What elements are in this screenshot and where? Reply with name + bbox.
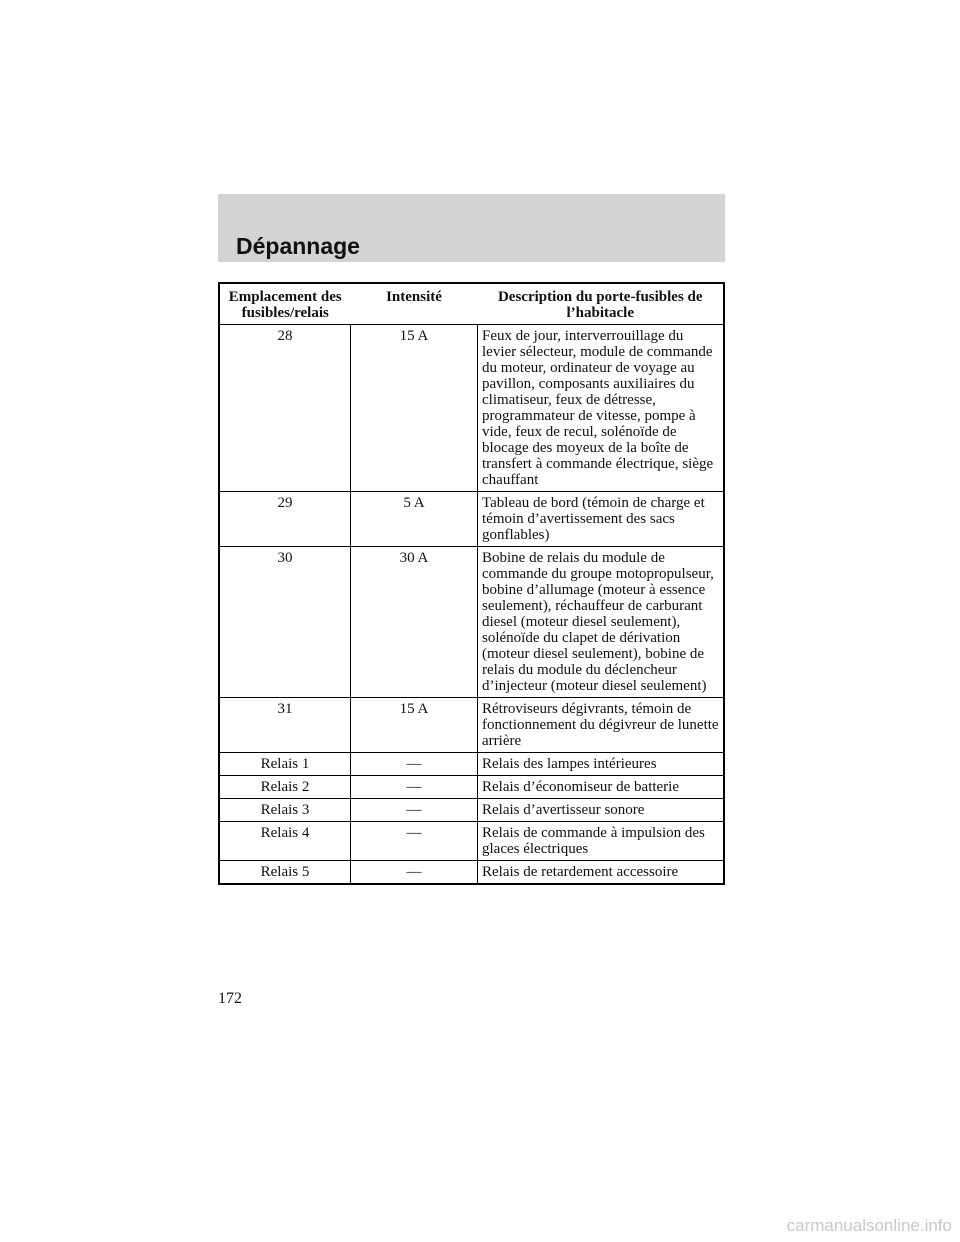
- table-row: [219, 698, 724, 753]
- cell-description: Tableau de bord (témoin de charge et témoin d’avertissement des sacs gonflables): [478, 492, 725, 547]
- table-row: [219, 547, 724, 698]
- cell-amperage: —: [351, 776, 478, 799]
- cell-location: 31: [219, 698, 351, 753]
- table-row: [219, 776, 724, 799]
- table-header-row: [219, 283, 724, 325]
- table-row: [219, 861, 724, 885]
- cell-description: Relais d’économiseur de batterie: [478, 776, 725, 799]
- cell-location: 30: [219, 547, 351, 698]
- section-header: [218, 194, 725, 262]
- cell-description: Bobine de relais du module de commande du groupe motopropulseur, bobine d’allumage (moteur à essence seulement), réchauffeur de carburant diesel (moteur diesel seulement), solénoïde du clapet de dérivation (moteur diesel seulement), bobine de relais du module du déclencheur d’injecteur (moteur diesel seulement): [478, 547, 725, 698]
- cell-location: 29: [219, 492, 351, 547]
- cell-amperage: —: [351, 753, 478, 776]
- page-number: 172: [218, 990, 242, 1007]
- cell-amperage: 15 A: [351, 325, 478, 492]
- cell-amperage: —: [351, 822, 478, 861]
- fuse-table: [218, 282, 725, 885]
- watermark: carmanualsonline.info: [786, 1216, 952, 1235]
- table-row: [219, 799, 724, 822]
- cell-location: Relais 5: [219, 861, 351, 885]
- cell-description: Relais de commande à impulsion des glaces électriques: [478, 822, 725, 861]
- cell-description: Relais de retardement accessoire: [478, 861, 725, 885]
- column-header-description: Description du porte-fusibles de l’habitacle: [478, 283, 725, 325]
- column-header-amperage: Intensité: [351, 283, 478, 325]
- cell-location: Relais 1: [219, 753, 351, 776]
- cell-description: Rétroviseurs dégivrants, témoin de fonctionnement du dégivreur de lunette arrière: [478, 698, 725, 753]
- cell-description: Relais des lampes intérieures: [478, 753, 725, 776]
- table-row: [219, 325, 724, 492]
- cell-description: Feux de jour, interverrouillage du levier sélecteur, module de commande du moteur, ordinateur de voyage au pavillon, composants auxiliaires du climatiseur, feux de détresse, programmateur de vitesse, pompe à vide, feux de recul, solénoïde de blocage des moyeux de la boîte de transfert à commande électrique, siège chauffant: [478, 325, 725, 492]
- cell-location: 28: [219, 325, 351, 492]
- table-row: [219, 492, 724, 547]
- cell-location: Relais 3: [219, 799, 351, 822]
- cell-location: Relais 2: [219, 776, 351, 799]
- cell-location: Relais 4: [219, 822, 351, 861]
- cell-amperage: —: [351, 861, 478, 885]
- table-row: [219, 822, 724, 861]
- cell-amperage: 15 A: [351, 698, 478, 753]
- section-title: Dépannage: [236, 233, 360, 259]
- column-header-location: Emplacement des fusibles/relais: [219, 283, 351, 325]
- cell-description: Relais d’avertisseur sonore: [478, 799, 725, 822]
- table-row: [219, 753, 724, 776]
- cell-amperage: 30 A: [351, 547, 478, 698]
- cell-amperage: —: [351, 799, 478, 822]
- cell-amperage: 5 A: [351, 492, 478, 547]
